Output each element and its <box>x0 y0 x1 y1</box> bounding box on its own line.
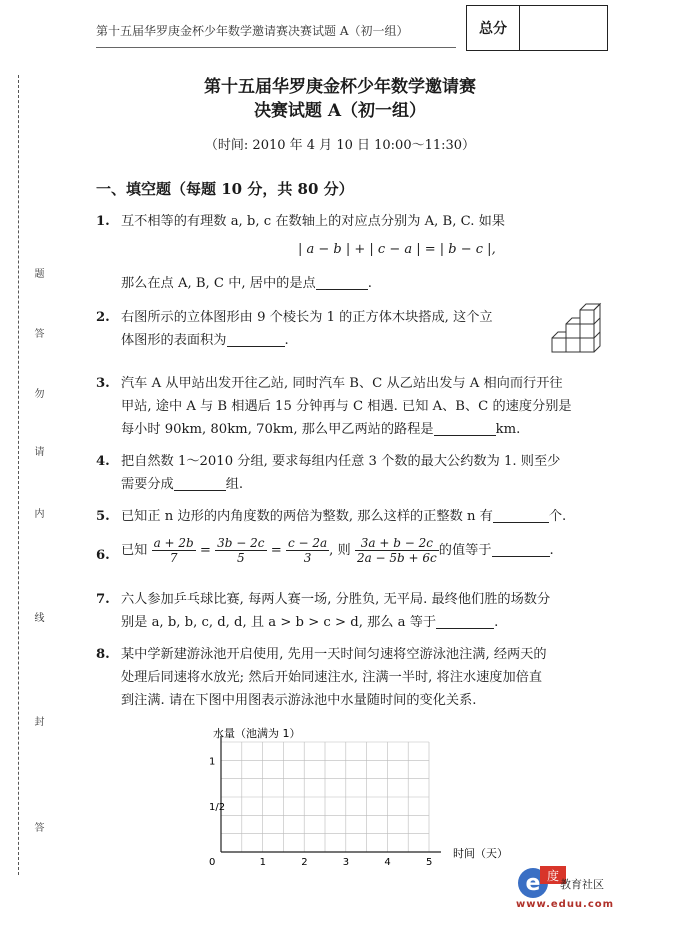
question-text: 组. <box>225 477 244 492</box>
binding-line <box>18 75 19 875</box>
answer-blank[interactable] <box>174 476 226 491</box>
question-number: 3. <box>96 376 110 391</box>
answer-blank[interactable] <box>227 332 285 347</box>
question-text: 已知正 n 边形的内角度数的两倍为整数, 那么这样的正整数 n 有 <box>121 509 493 524</box>
logo-url: www.eduu.com <box>516 899 615 910</box>
answer-blank[interactable] <box>434 421 496 436</box>
question-text: 六人参加乒乓球比赛, 每两人赛一场, 分胜负, 无平局. 最终他们胜的场数分 <box>121 592 551 607</box>
fraction: $\frac{3b - 2c}{5}$ <box>217 536 265 565</box>
margin-char: 答 <box>32 822 43 832</box>
question-text: . <box>549 543 554 558</box>
question-text: 甲站, 途中 A 与 B 相遇后 15 分钟再与 C 相遇. 已知 A、B、C 的速度分别是 <box>121 399 572 414</box>
fraction: $\frac{3a + b - 2c}{2a - 5b + 6c}$ <box>356 536 437 565</box>
question-text: 互不相等的有理数 a, b, c 在数轴上的对应点分别为 A, B, C. 如果 <box>121 214 505 229</box>
x-tick-label: 4 <box>384 857 391 865</box>
question-text: 汽车 A 从甲站出发开往乙站, 同时汽车 B、C 从乙站出发与 A 相向而行开往 <box>121 376 563 391</box>
x-tick-label: 3 <box>342 857 350 865</box>
water-volume-chart[interactable] <box>195 725 515 865</box>
answer-blank[interactable] <box>493 508 549 523</box>
x-tick-label: 2 <box>301 857 308 865</box>
question-text: 个. <box>548 509 567 524</box>
logo-du-badge: 度 <box>540 866 566 884</box>
answer-blank[interactable] <box>316 275 368 290</box>
x-tick-label: 5 <box>426 857 433 865</box>
margin-char: 线 <box>32 612 43 622</box>
x-tick-label: 1 <box>259 857 266 865</box>
question-text: km. <box>495 422 521 437</box>
margin-char: 封 <box>32 716 43 726</box>
x-axis-label: 时间（天） <box>453 847 508 860</box>
question-text: 右图所示的立体图形由 9 个棱长为 1 的正方体木块搭成, 这个立 <box>121 310 493 325</box>
y-tick-label: 1/2 <box>209 802 226 814</box>
margin-char: 请 <box>32 446 43 456</box>
question-text: . <box>284 333 289 348</box>
cube-stack-figure <box>548 296 608 358</box>
margin-char: 题 <box>32 268 43 278</box>
question-number: 4. <box>96 454 110 469</box>
question-text: 到注满. 请在下图中用图表示游泳池中水量随时间的变化关系. <box>121 693 477 708</box>
margin-char: 内 <box>32 508 43 518</box>
question-text: 需要分成 <box>121 477 174 492</box>
question-text: 体图形的表面积为 <box>121 333 227 348</box>
margin-char: 勿 <box>32 388 43 398</box>
question-number: 8. <box>96 647 110 662</box>
answer-blank[interactable] <box>436 614 494 629</box>
y-tick-label: 1 <box>209 756 216 768</box>
logo-text: 教育社区 <box>560 878 604 891</box>
question-number: 2. <box>96 310 110 325</box>
exam-title: 第十五届华罗庚金杯少年数学邀请赛 <box>204 77 476 97</box>
question-text: 每小时 90km, 80km, 70km, 那么甲乙两站的路程是 <box>121 422 434 437</box>
question-text: 那么在点 A, B, C 中, 居中的是点 <box>121 276 316 291</box>
answer-blank[interactable] <box>492 542 550 557</box>
question-number: 7. <box>96 592 110 607</box>
question-text: . <box>494 615 499 630</box>
exam-subtitle: 决赛试题 A（初一组） <box>253 101 427 121</box>
question-text: 别是 a, b, b, c, d, d, 且 a > b > c > d, 那么 a 等于 <box>121 615 437 630</box>
equation: | a − b | + | c − a | = | b − c |, <box>298 242 496 257</box>
question-text: . <box>367 276 372 291</box>
question-number: 5. <box>96 509 110 524</box>
question-text: 某中学新建游泳池开启使用, 先用一天时间匀速将空游泳池注满, 经两天的 <box>121 647 547 662</box>
score-box <box>466 5 608 51</box>
exam-time: （时间: 2010 年 4 月 10 日 10:00～11:30） <box>204 138 476 153</box>
score-label: 总分 <box>467 6 520 50</box>
question-text: 把自然数 1～2010 分组, 要求每组内任意 3 个数的最大公约数为 1. 则至少 <box>121 454 561 469</box>
question-text: 的值等于 <box>438 543 492 558</box>
question-text: 处理后同速将水放光; 然后开始同速注水, 注满一半时, 将注水速度加倍直 <box>121 670 543 685</box>
margin-char: 答 <box>32 328 43 338</box>
question-number: 6. <box>96 548 110 563</box>
fraction: $\frac{c - 2a}{3}$ <box>287 536 328 565</box>
question-text: 已知 <box>121 543 148 558</box>
header-rule <box>96 47 456 48</box>
question-number: 1. <box>96 214 110 229</box>
running-header: 第十五届华罗庚金杯少年数学邀请赛决赛试题 A（初一组） <box>96 24 409 38</box>
x-tick-label: 0 <box>209 857 216 865</box>
logo-e-icon: e <box>518 868 548 898</box>
section-heading: 一、填空题（每题 10 分，共 80 分） <box>96 180 354 198</box>
y-axis-label: 水量（池满为 1） <box>213 727 301 740</box>
question-text: , 则 <box>329 543 351 558</box>
fraction: $\frac{a + 2b}{7}$ <box>153 536 194 565</box>
